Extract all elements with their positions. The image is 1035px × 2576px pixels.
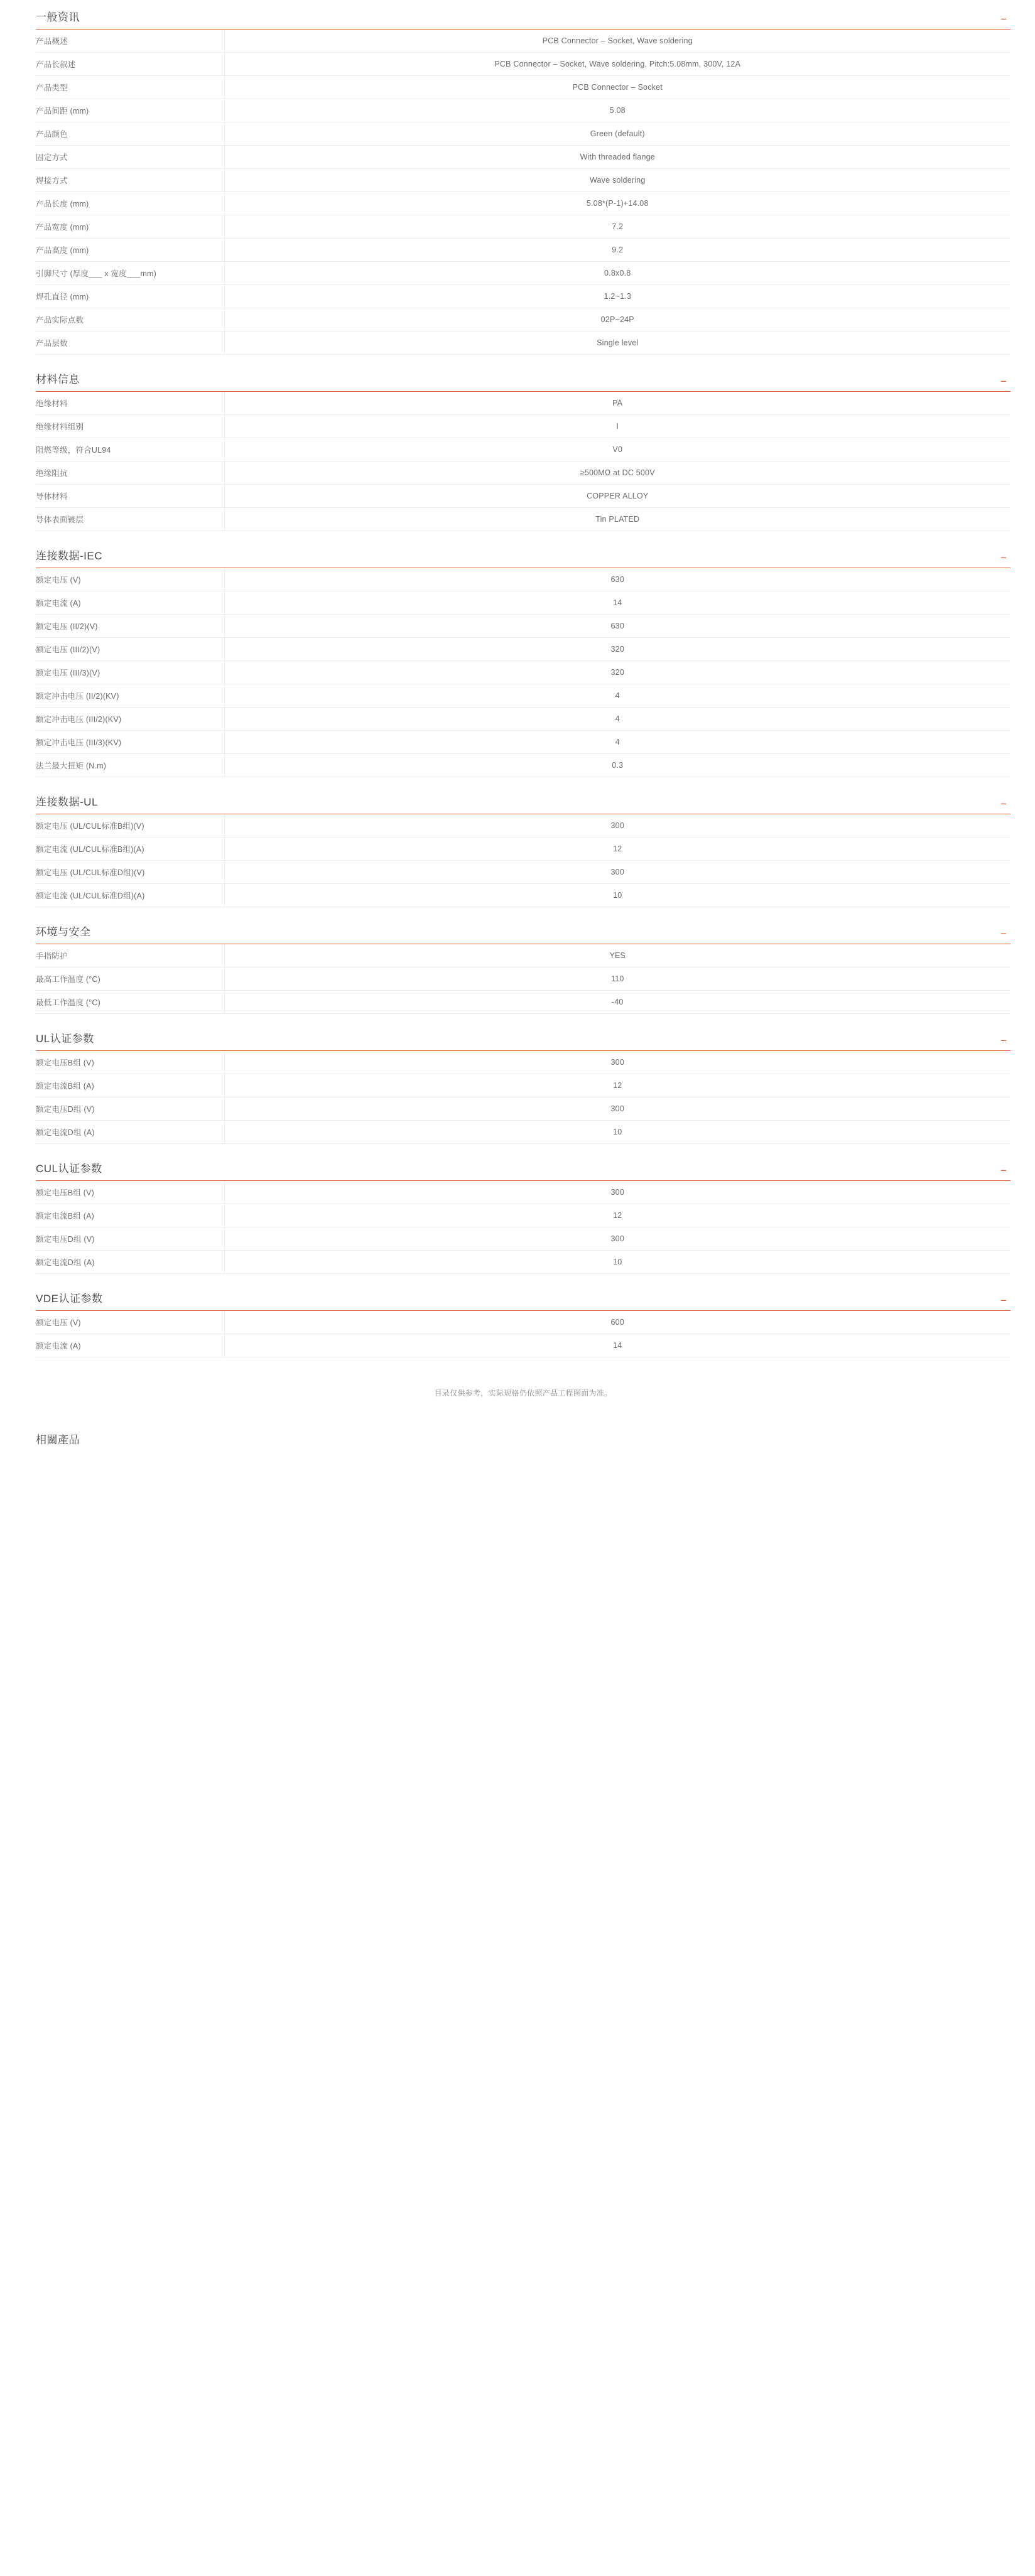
spec-label: 最高工作温度 (°C) xyxy=(36,967,224,991)
spec-value: ≥500MΩ at DC 500V xyxy=(580,468,655,477)
table-row xyxy=(36,591,1011,615)
spec-section xyxy=(36,1163,1011,1274)
spec-label: 额定冲击电压 (III/2)(KV) xyxy=(36,708,224,731)
spec-section xyxy=(36,1033,1011,1144)
section-header[interactable] xyxy=(36,550,1011,568)
spec-label: 法兰最大扭矩 (N.m) xyxy=(36,754,224,777)
spec-label: 额定电压D组 (V) xyxy=(36,1227,224,1251)
spec-value: 1.2~1.3 xyxy=(604,292,631,301)
section-title: UL认证参数 xyxy=(36,1033,94,1045)
section-title: 材料信息 xyxy=(36,374,80,385)
spec-section xyxy=(36,796,1011,907)
table-row xyxy=(36,485,1011,508)
table-row xyxy=(36,192,1011,215)
spec-value: 5.08 xyxy=(609,106,626,115)
spec-value: 4 xyxy=(615,738,620,746)
section-title: CUL认证参数 xyxy=(36,1163,102,1175)
table-row xyxy=(36,239,1011,262)
spec-value: 600 xyxy=(610,1318,624,1327)
table-row xyxy=(36,661,1011,684)
table-row xyxy=(36,331,1011,355)
spec-table xyxy=(36,30,1011,355)
spec-table xyxy=(36,392,1011,531)
section-header[interactable] xyxy=(36,11,1011,30)
spec-value: 320 xyxy=(610,668,624,677)
section-title: 环境与安全 xyxy=(36,926,91,938)
spec-label: 额定电压B组 (V) xyxy=(36,1181,224,1204)
spec-value: 300 xyxy=(610,1058,624,1067)
spec-value: 4 xyxy=(615,714,620,723)
table-row xyxy=(36,215,1011,239)
spec-label: 产品层数 xyxy=(36,331,224,355)
spec-value: 02P~24P xyxy=(600,315,634,324)
table-row xyxy=(36,392,1011,415)
spec-label: 额定电流D组 (A) xyxy=(36,1121,224,1144)
spec-value: With threaded flange xyxy=(580,153,655,161)
table-row xyxy=(36,99,1011,122)
spec-label: 额定电压 (V) xyxy=(36,1311,224,1334)
spec-table xyxy=(36,814,1011,907)
table-row xyxy=(36,684,1011,708)
spec-value: 5.08*(P-1)+14.08 xyxy=(586,199,649,208)
table-row xyxy=(36,638,1011,661)
spec-label: 额定电流 (UL/CUL标准B组)(A) xyxy=(36,838,224,861)
spec-label: 额定电压B组 (V) xyxy=(36,1051,224,1074)
spec-label: 额定电压D组 (V) xyxy=(36,1097,224,1121)
spec-label: 额定冲击电压 (II/2)(KV) xyxy=(36,684,224,708)
spec-label: 额定电流 (UL/CUL标准D组)(A) xyxy=(36,884,224,907)
spec-label: 产品类型 xyxy=(36,76,224,99)
table-row xyxy=(36,30,1011,53)
spec-value: 4 xyxy=(615,691,620,700)
table-row xyxy=(36,861,1011,884)
spec-label: 额定电流 (A) xyxy=(36,1334,224,1357)
spec-value: V0 xyxy=(612,445,623,454)
table-row xyxy=(36,1097,1011,1121)
table-row xyxy=(36,146,1011,169)
spec-value: 12 xyxy=(613,1081,622,1090)
spec-page xyxy=(0,11,1035,1472)
table-row xyxy=(36,991,1011,1014)
spec-section xyxy=(36,11,1011,355)
collapse-minus-icon[interactable]: − xyxy=(1000,928,1007,940)
spec-label: 引脚尺寸 (厚度___ x 宽度___mm) xyxy=(36,262,224,285)
spec-label: 额定电流B组 (A) xyxy=(36,1074,224,1097)
spec-value: Single level xyxy=(597,338,639,347)
table-row xyxy=(36,438,1011,461)
spec-value: 630 xyxy=(610,622,624,630)
spec-value: 12 xyxy=(613,844,622,853)
spec-value: Tin PLATED xyxy=(595,515,640,524)
table-row xyxy=(36,461,1011,485)
table-row xyxy=(36,508,1011,531)
spec-label: 产品间距 (mm) xyxy=(36,99,224,122)
spec-value: PCB Connector – Socket, Wave soldering, Pitch:5.08mm, 300V, 12A xyxy=(494,60,741,68)
spec-value: 0.8x0.8 xyxy=(604,269,631,278)
spec-label: 产品宽度 (mm) xyxy=(36,215,224,239)
spec-label: 产品长叙述 xyxy=(36,53,224,76)
spec-label: 额定电压 (UL/CUL标准D组)(V) xyxy=(36,861,224,884)
spec-value: 300 xyxy=(610,821,624,830)
spec-label: 产品概述 xyxy=(36,30,224,53)
spec-label: 焊接方式 xyxy=(36,169,224,192)
spec-label: 额定电流 (A) xyxy=(36,591,224,615)
spec-value: 320 xyxy=(610,645,624,654)
spec-value: 0.3 xyxy=(612,761,624,770)
table-row xyxy=(36,1204,1011,1227)
spec-label: 额定电压 (V) xyxy=(36,568,224,591)
section-header[interactable] xyxy=(36,1293,1011,1311)
spec-label: 额定电流B组 (A) xyxy=(36,1204,224,1227)
table-row xyxy=(36,76,1011,99)
table-row xyxy=(36,308,1011,331)
table-row xyxy=(36,708,1011,731)
spec-label: 额定电压 (III/3)(V) xyxy=(36,661,224,684)
spec-label: 产品高度 (mm) xyxy=(36,239,224,262)
spec-value: 10 xyxy=(613,891,622,900)
collapse-minus-icon[interactable]: − xyxy=(1000,798,1007,810)
table-row xyxy=(36,754,1011,777)
spec-section xyxy=(36,926,1011,1014)
section-header[interactable] xyxy=(36,1163,1011,1181)
table-row xyxy=(36,1227,1011,1251)
section-title: VDE认证参数 xyxy=(36,1293,103,1305)
spec-section xyxy=(36,374,1011,531)
table-row xyxy=(36,731,1011,754)
table-row xyxy=(36,838,1011,861)
spec-value: 14 xyxy=(613,598,622,607)
spec-value: -40 xyxy=(611,998,624,1006)
spec-value: 300 xyxy=(610,1234,624,1243)
spec-label: 额定冲击电压 (III/3)(KV) xyxy=(36,731,224,754)
table-row xyxy=(36,169,1011,192)
collapse-minus-icon[interactable]: − xyxy=(1000,1165,1007,1177)
spec-value: 630 xyxy=(610,575,624,584)
spec-value: 300 xyxy=(610,868,624,876)
spec-value: I xyxy=(616,422,619,431)
spec-label: 绝缘阻抗 xyxy=(36,461,224,485)
spec-label: 绝缘材料 xyxy=(36,392,224,415)
table-row xyxy=(36,568,1011,591)
collapse-minus-icon[interactable]: − xyxy=(1000,1295,1007,1307)
section-header[interactable] xyxy=(36,1033,1011,1051)
spec-section xyxy=(36,550,1011,777)
table-row xyxy=(36,967,1011,991)
spec-value: PCB Connector – Socket, Wave soldering xyxy=(542,36,693,45)
spec-value: 300 xyxy=(610,1188,624,1197)
spec-label: 阻燃等级，符合UL94 xyxy=(36,438,224,461)
spec-label: 产品颜色 xyxy=(36,122,224,146)
spec-label: 最低工作温度 (°C) xyxy=(36,991,224,1014)
spec-label: 额定电压 (II/2)(V) xyxy=(36,615,224,638)
table-row xyxy=(36,1251,1011,1274)
table-row xyxy=(36,1181,1011,1204)
spec-label: 产品长度 (mm) xyxy=(36,192,224,215)
table-row xyxy=(36,415,1011,438)
spec-table xyxy=(36,1051,1011,1144)
spec-value: YES xyxy=(609,951,626,960)
spec-label: 焊孔直径 (mm) xyxy=(36,285,224,308)
table-row xyxy=(36,1334,1011,1357)
table-row xyxy=(36,615,1011,638)
spec-value: 110 xyxy=(610,974,624,983)
sections-container xyxy=(36,11,1011,1357)
spec-label: 导体表面镀层 xyxy=(36,508,224,531)
table-row xyxy=(36,1311,1011,1334)
spec-value: PA xyxy=(612,399,623,407)
spec-table xyxy=(36,1181,1011,1274)
section-title: 连接数据-UL xyxy=(36,796,98,808)
table-row xyxy=(36,285,1011,308)
table-row xyxy=(36,53,1011,76)
table-row xyxy=(36,884,1011,907)
table-row xyxy=(36,1051,1011,1074)
spec-table xyxy=(36,944,1011,1014)
spec-value: 10 xyxy=(613,1128,622,1136)
section-title: 一般资讯 xyxy=(36,11,80,23)
collapse-minus-icon[interactable]: − xyxy=(1000,375,1007,387)
spec-label: 绝缘材料组别 xyxy=(36,415,224,438)
spec-label: 额定电压 (III/2)(V) xyxy=(36,638,224,661)
section-title: 连接数据-IEC xyxy=(36,550,102,562)
footer-note: 目录仅供参考，实际规格仍依照产品工程图面为准。 xyxy=(434,1389,612,1398)
spec-table xyxy=(36,568,1011,777)
spec-value: 14 xyxy=(613,1341,622,1350)
table-row xyxy=(36,122,1011,146)
spec-section xyxy=(36,1293,1011,1357)
section-header[interactable] xyxy=(36,374,1011,392)
table-row xyxy=(36,814,1011,838)
spec-value: PCB Connector – Socket xyxy=(572,83,663,92)
spec-label: 产品实际点数 xyxy=(36,308,224,331)
spec-value: COPPER ALLOY xyxy=(587,492,649,500)
collapse-minus-icon[interactable]: − xyxy=(1000,13,1007,25)
spec-label: 导体材料 xyxy=(36,485,224,508)
collapse-minus-icon[interactable]: − xyxy=(1000,552,1007,564)
spec-table xyxy=(36,1311,1011,1357)
section-header[interactable] xyxy=(36,926,1011,944)
spec-value: 12 xyxy=(613,1211,622,1220)
related-products-title: 相關產品 xyxy=(36,1434,80,1446)
spec-value: 7.2 xyxy=(612,222,624,231)
section-header[interactable] xyxy=(36,796,1011,814)
spec-value: 10 xyxy=(613,1258,622,1266)
spec-value: Wave soldering xyxy=(590,176,646,185)
spec-label: 固定方式 xyxy=(36,146,224,169)
collapse-minus-icon[interactable]: − xyxy=(1000,1035,1007,1047)
spec-label: 手指防护 xyxy=(36,944,224,967)
table-row xyxy=(36,1074,1011,1097)
spec-value: 9.2 xyxy=(612,245,624,254)
table-row xyxy=(36,262,1011,285)
spec-label: 额定电流D组 (A) xyxy=(36,1251,224,1274)
table-row xyxy=(36,1121,1011,1144)
table-row xyxy=(36,944,1011,967)
spec-content xyxy=(24,11,1011,1447)
spec-value: Green (default) xyxy=(590,129,645,138)
spec-value: 300 xyxy=(610,1104,624,1113)
spec-label: 额定电压 (UL/CUL标准B组)(V) xyxy=(36,814,224,838)
